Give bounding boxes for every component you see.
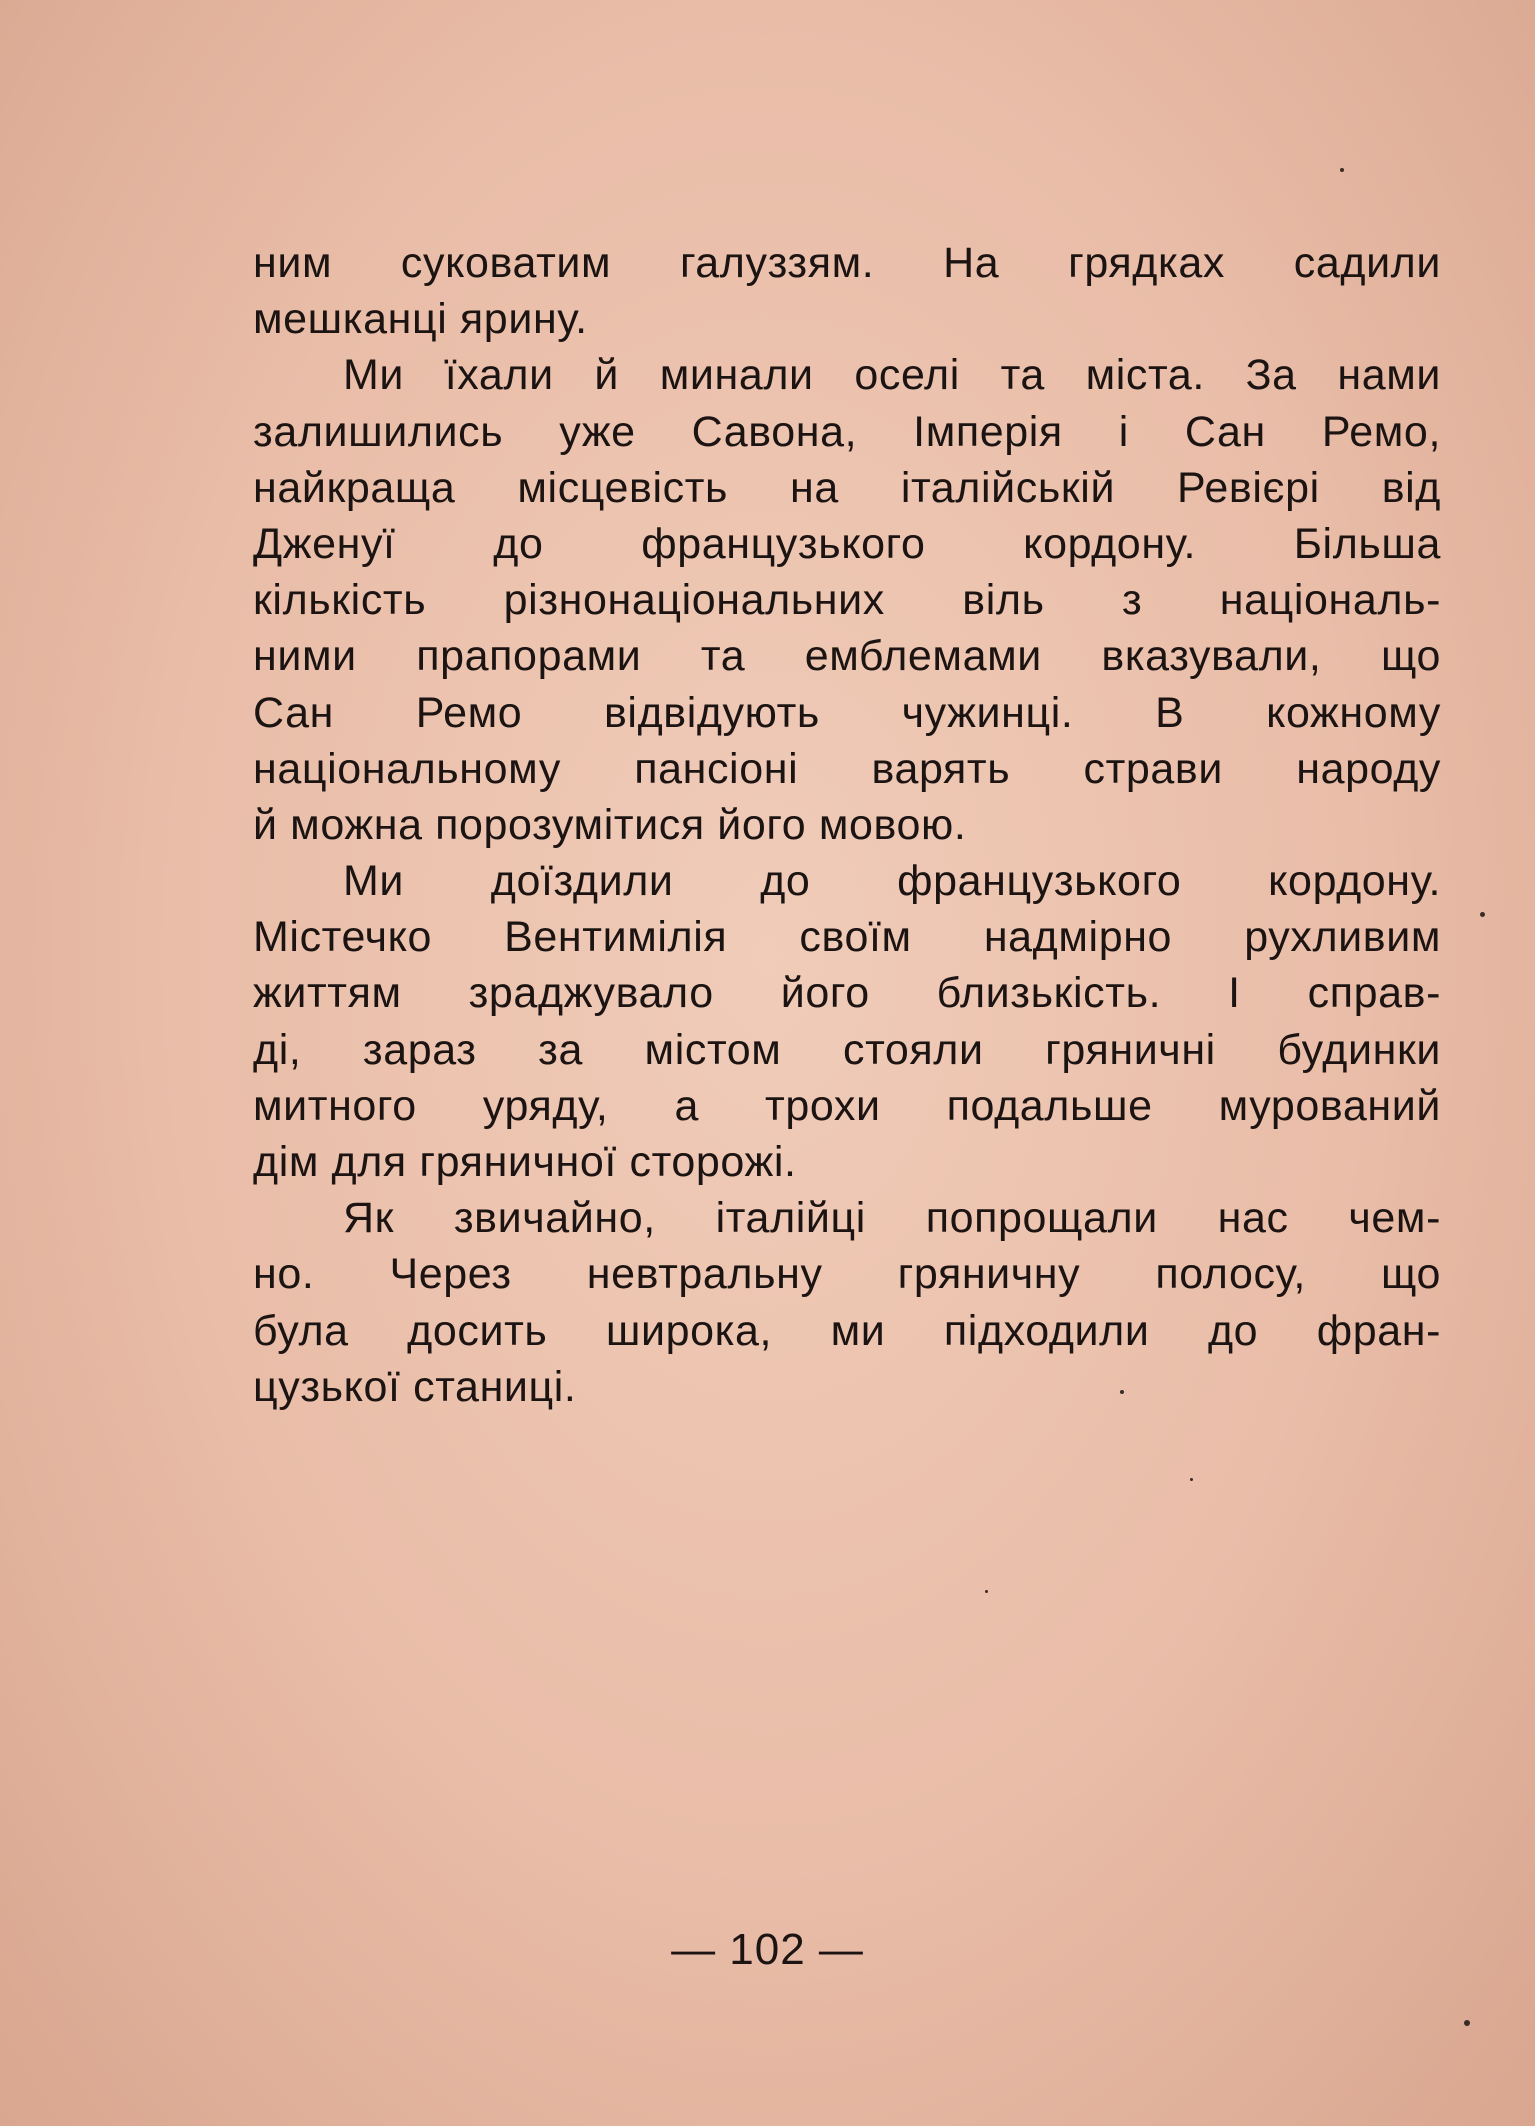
text-line: життям зраджувало його близькість. І справ- (253, 969, 1441, 1018)
page-number: — 102 — (671, 1925, 864, 1974)
text-line: цузької станиці. (253, 1362, 577, 1411)
text-line: мешканці ярину. (253, 295, 588, 344)
text-line: кількість різнонаціональних віль з національ- (253, 576, 1441, 625)
text-line: найкраща місцевість на італійській Ревієрі від (253, 463, 1441, 512)
paper-speck (1340, 168, 1344, 172)
text-line: митного уряду, а трохи подальше мурований (253, 1081, 1441, 1130)
text-line: Ми їхали й минали оселі та міста. За нами (343, 351, 1441, 400)
text-line: залишились уже Савона, Імперія і Сан Ремо, (253, 407, 1441, 456)
paper-speck (1480, 912, 1485, 917)
body-text (253, 235, 1441, 1415)
paper-speck (1120, 1390, 1124, 1394)
text-line: Як звичайно, італійці попрощали нас чем- (343, 1194, 1441, 1243)
text-line: Дженуї до французького кордону. Більша (253, 519, 1441, 568)
paper-speck (1464, 2020, 1470, 2026)
text-line: ді, зараз за містом стояли гряничні будинки (253, 1025, 1441, 1074)
text-line: була досить широка, ми підходили до фран- (253, 1306, 1441, 1355)
paper-speck (1190, 1478, 1193, 1481)
text-line: Сан Ремо відвідують чужинці. В кожному (253, 688, 1441, 737)
text-line: дім для гряничної сторожі. (253, 1138, 797, 1186)
text-line: ним суковатим галуззям. На грядках садили (253, 239, 1441, 287)
text-line: ними прапорами та емблемами вказували, що (253, 632, 1441, 681)
text-line: Ми доїздили до французького кордону. (343, 857, 1441, 906)
text-line: національному пансіоні варять страви народу (253, 744, 1441, 793)
paper-speck (985, 1590, 988, 1593)
text-line: но. Через невтральну гряничну полосу, що (253, 1250, 1441, 1299)
text-line: Містечко Вентимілія своїм надмірно рухливим (253, 913, 1441, 962)
text-line: й можна порозумітися його мовою. (253, 800, 967, 849)
